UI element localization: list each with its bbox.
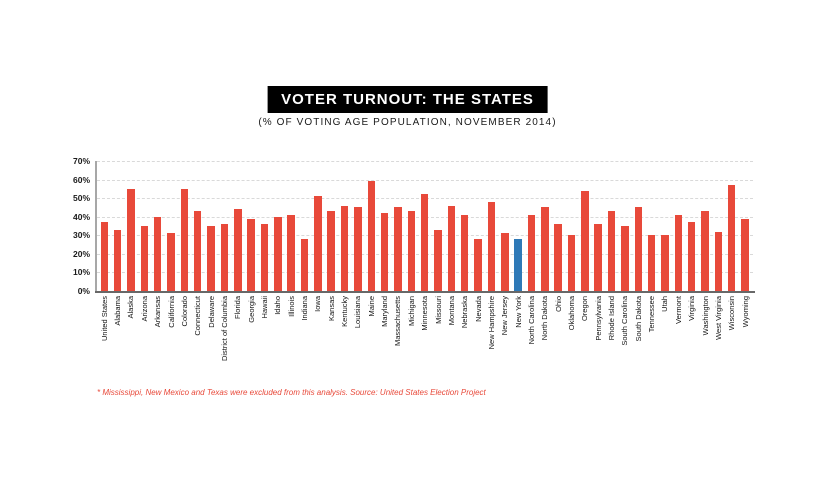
bar-north-dakota — [541, 207, 549, 291]
x-axis-label: Iowa — [313, 296, 323, 312]
bar-virginia — [688, 222, 696, 291]
bar-north-carolina — [528, 215, 536, 291]
bar-hawaii — [261, 224, 269, 291]
y-axis-tick-label: 30% — [72, 230, 90, 241]
bar-georgia — [247, 219, 255, 291]
x-axis-label: Alaska — [126, 296, 136, 319]
bar-maryland — [381, 213, 389, 291]
bar-pennsylvania — [594, 224, 602, 291]
bar-indiana — [301, 239, 309, 291]
bar-new-jersey — [501, 233, 509, 291]
x-axis-label: Colorado — [179, 296, 189, 327]
chart-title: VOTER TURNOUT: THE STATES — [267, 86, 548, 113]
bar-arizona — [141, 226, 149, 291]
x-axis-label: Nevada — [473, 296, 483, 322]
bar-south-carolina — [621, 226, 629, 291]
bar-idaho — [274, 217, 282, 291]
bar-connecticut — [194, 211, 202, 291]
y-axis-tick-label: 10% — [72, 267, 90, 278]
x-axis-label: Georgia — [246, 296, 256, 323]
plot-area — [97, 161, 753, 291]
x-axis-label: Alabama — [113, 296, 123, 326]
bar-maine — [368, 181, 376, 291]
x-axis-label: Idaho — [273, 296, 283, 315]
x-axis-label: Delaware — [206, 296, 216, 328]
bar-illinois — [287, 215, 295, 291]
x-axis-label: Massachusetts — [393, 296, 403, 347]
x-axis-label: Oklahoma — [567, 296, 576, 331]
x-axis-label: Hawaii — [259, 296, 269, 319]
x-axis-label: Maryland — [380, 296, 390, 327]
bar-arkansas — [154, 217, 162, 291]
x-axis-label: Michigan — [406, 296, 416, 327]
x-axis-label: Kansas — [326, 296, 336, 322]
y-axis-tick-label: 60% — [72, 174, 90, 185]
bar-new-hampshire — [488, 202, 496, 291]
x-axis-label: South Dakota — [633, 296, 643, 342]
x-axis-label: Connecticut — [193, 296, 203, 336]
x-axis-label: Arkansas — [153, 296, 163, 328]
bar-nevada — [474, 239, 482, 291]
bar-louisiana — [354, 207, 362, 291]
x-axis-label: Wisconsin — [727, 296, 737, 331]
footnote: * Mississippi, New Mexico and Texas were excluded from this analysis. Source: United States Election Project — [97, 388, 486, 397]
x-axis-label: Vermont — [673, 296, 683, 324]
bar-rhode-island — [608, 211, 616, 291]
y-axis-tick-label: 50% — [72, 193, 90, 204]
bar-tennessee — [648, 235, 656, 291]
bar-missouri — [434, 230, 442, 291]
chart-subtitle: (% OF VOTING AGE POPULATION, NOVEMBER 2014) — [258, 117, 557, 128]
x-axis-label: Oregon — [580, 296, 590, 322]
bar-new-york — [514, 239, 522, 291]
x-axis-label: West Virginia — [713, 296, 723, 340]
bar-minnesota — [421, 194, 429, 291]
bar-california — [167, 233, 175, 291]
x-axis-label: Washington — [700, 296, 710, 336]
bar-alaska — [127, 189, 135, 291]
x-axis-label: Arizona — [139, 296, 149, 322]
x-axis-label: Wyoming — [740, 296, 750, 328]
bar-west-virginia — [715, 232, 723, 291]
y-axis-tick-label: 20% — [72, 248, 90, 259]
bar-washington — [701, 211, 709, 291]
bar-alabama — [114, 230, 122, 291]
x-axis-label: California — [166, 296, 176, 328]
x-axis-label: Virginia — [687, 296, 697, 321]
x-axis-label: Minnesota — [420, 296, 430, 331]
gridline — [97, 161, 753, 162]
bar-delaware — [207, 226, 215, 291]
bar-oregon — [581, 191, 589, 291]
x-axis-label: Maine — [366, 296, 376, 317]
x-axis-label: New Jersey — [500, 296, 510, 336]
x-axis-label: United States — [99, 296, 109, 342]
x-axis-label: Tennessee — [647, 296, 657, 333]
x-axis-label: Rhode Island — [607, 296, 617, 341]
bar-colorado — [181, 189, 189, 291]
x-axis-label: Nebraska — [460, 296, 470, 329]
x-axis-label: Missouri — [433, 296, 443, 324]
bar-kansas — [327, 211, 335, 291]
x-axis-label: District of Columbia — [219, 296, 229, 362]
x-axis-label: North Dakota — [540, 296, 550, 341]
x-axis-label: Louisiana — [353, 296, 363, 329]
bar-massachusetts — [394, 207, 402, 291]
bar-ohio — [554, 224, 562, 291]
x-axis-label: Kentucky — [340, 296, 350, 327]
bar-south-dakota — [635, 207, 643, 291]
y-axis-tick-label: 0% — [77, 286, 90, 296]
bar-montana — [448, 206, 456, 291]
bar-united-states — [101, 222, 109, 291]
bar-utah — [661, 235, 669, 291]
x-axis-label: South Carolina — [620, 296, 630, 346]
x-axis-label: New Hampshire — [486, 296, 496, 350]
y-axis-tick-label: 40% — [72, 211, 90, 222]
bar-michigan — [408, 211, 416, 291]
x-axis-label: Utah — [660, 296, 670, 312]
x-axis-label: New York — [513, 296, 523, 328]
x-axis-label: Pennsylvania — [593, 296, 603, 341]
x-axis-label: Illinois — [286, 296, 296, 317]
x-axis-label: North Carolina — [526, 296, 536, 345]
x-axis-label: Florida — [233, 296, 243, 319]
bar-florida — [234, 209, 242, 291]
x-axis-label: Ohio — [553, 296, 563, 312]
bar-nebraska — [461, 215, 469, 291]
y-axis-tick-label: 70% — [72, 156, 90, 166]
x-axis-label: Montana — [446, 296, 456, 326]
bar-oklahoma — [568, 235, 576, 291]
gridline — [97, 180, 753, 181]
bar-district-of-columbia — [221, 224, 229, 291]
x-axis-line — [95, 291, 755, 293]
x-axis-label: Indiana — [300, 296, 309, 321]
bar-wyoming — [741, 219, 749, 291]
bar-iowa — [314, 196, 322, 291]
bar-wisconsin — [728, 185, 736, 291]
bar-vermont — [675, 215, 683, 291]
bar-kentucky — [341, 206, 349, 291]
